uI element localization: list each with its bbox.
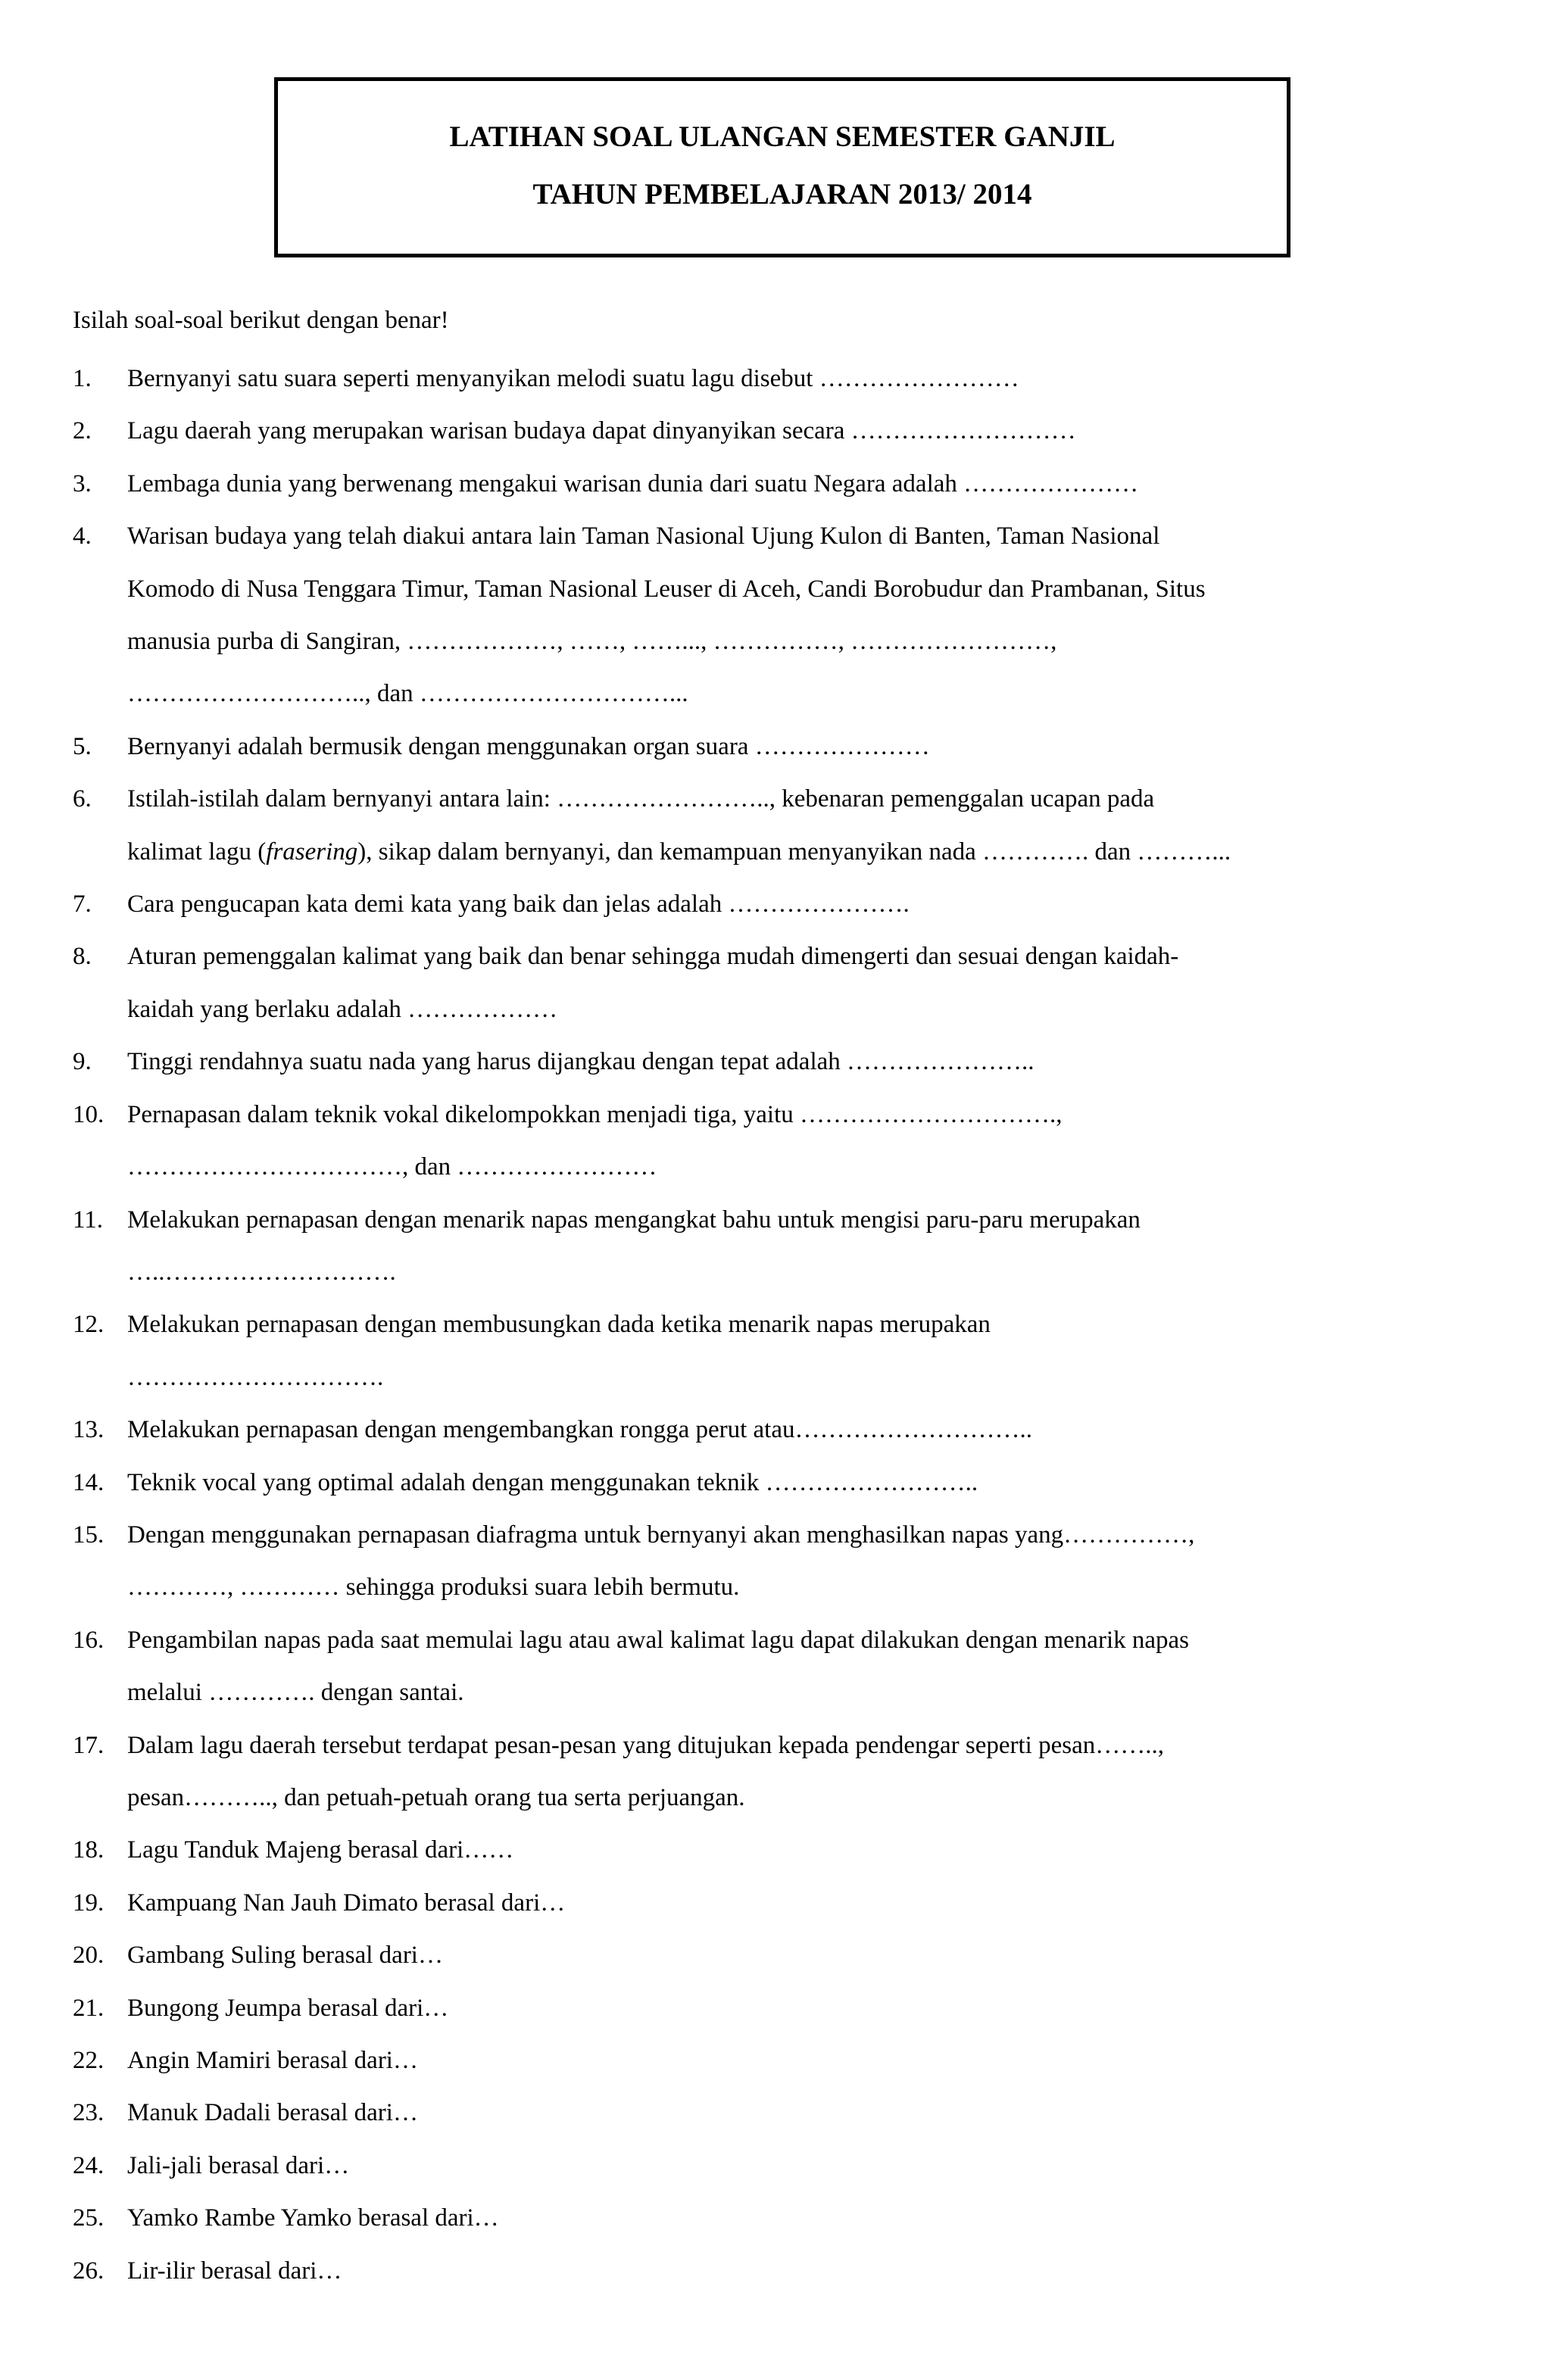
question-text-line: Teknik vocal yang optimal adalah dengan menggunakan teknik …………………….. [127, 1468, 978, 1496]
question-text-line: Melakukan pernapasan dengan mengembangkan rongga perut atau……………………….. [127, 1416, 1032, 1444]
title-box [274, 77, 1290, 257]
question-number: 24. [73, 2151, 105, 2179]
question-number: 9. [73, 1048, 92, 1076]
question-item [73, 721, 1481, 773]
question-item [73, 1194, 1481, 1299]
question-number: 18. [73, 1836, 105, 1864]
question-text-line: ……………………….., dan …………………………... [127, 680, 688, 708]
question-number: 26. [73, 2257, 105, 2285]
question-item [73, 1404, 1481, 1456]
question-text-line: Komodo di Nusa Tenggara Timur, Taman Nasional Leuser di Aceh, Candi Borobudur dan Prambanan, Situs [127, 575, 1206, 603]
question-number: 12. [73, 1311, 105, 1339]
question-item [73, 931, 1481, 1036]
document-title: LATIHAN SOAL ULANGAN SEMESTER GANJIL [449, 120, 1116, 153]
question-text-line: …………………………. [127, 1363, 384, 1391]
question-item [73, 2192, 1481, 2244]
question-text-line: Jali-jali berasal dari… [127, 2151, 350, 2179]
question-text-line: Lembaga dunia yang berwenang mengakui warisan dunia dari suatu Negara adalah ………………… [127, 469, 1139, 498]
question-text-line: Bernyanyi adalah bermusik dengan menggunakan organ suara ………………… [127, 732, 930, 760]
question-item [73, 878, 1481, 931]
question-number: 4. [73, 522, 92, 551]
question-text-line: ……………………………, dan …………………… [127, 1153, 657, 1181]
question-number: 2. [73, 417, 92, 445]
question-text-line: pesan……….., dan petuah-petuah orang tua serta perjuangan. [127, 1783, 745, 1811]
question-number: 15. [73, 1521, 105, 1549]
question-text-line: Pernapasan dalam teknik vokal dikelompokkan menjadi tiga, yaitu …………………………., [127, 1100, 1063, 1128]
question-text-line: Lir-ilir berasal dari… [127, 2257, 342, 2285]
question-number: 25. [73, 2204, 105, 2232]
question-text-line: Pengambilan napas pada saat memulai lagu atau awal kalimat lagu dapat dilakukan dengan menarik napas [127, 1626, 1190, 1654]
question-item [73, 2140, 1481, 2192]
question-item [73, 1089, 1481, 1194]
document-subtitle: TAHUN PEMBELAJARAN 2013/ 2014 [532, 178, 1032, 211]
question-number: 20. [73, 1942, 105, 1970]
question-item [73, 2245, 1481, 2297]
instruction-text: Isilah soal-soal berikut dengan benar! [73, 307, 449, 334]
question-text-line: Bernyanyi satu suara seperti menyanyikan melodi suatu lagu disebut …………………… [127, 365, 1019, 392]
question-item [73, 1614, 1481, 1720]
question-number: 21. [73, 1994, 105, 2022]
question-number: 23. [73, 2099, 105, 2127]
question-item [73, 2035, 1481, 2087]
question-text-line: Warisan budaya yang telah diakui antara lain Taman Nasional Ujung Kulon di Banten, Taman Nasional [127, 522, 1160, 551]
question-text-line: melalui …………. dengan santai. [127, 1679, 464, 1707]
question-text-line: Manuk Dadali berasal dari… [127, 2099, 418, 2127]
question-number: 5. [73, 732, 92, 760]
question-text-line: manusia purba di Sangiran, ………………, ……, ……..., ……………, ……………………, [127, 628, 1057, 656]
question-item [73, 353, 1481, 405]
question-item [73, 458, 1481, 510]
question-number: 11. [73, 1206, 104, 1234]
question-text-line: Aturan pemenggalan kalimat yang baik dan benar sehingga mudah dimengerti dan sesuai dengan kaidah- [127, 943, 1179, 971]
question-number: 10. [73, 1100, 105, 1128]
question-item [73, 1457, 1481, 1509]
question-number: 6. [73, 785, 92, 813]
question-number: 22. [73, 2047, 105, 2074]
question-text-line: Istilah-istilah dalam bernyanyi antara lain: …………………….., kebenaran pemenggalan ucapan pada [127, 785, 1155, 813]
question-text-line: …..………………………. [127, 1258, 396, 1286]
question-text-line: Angin Mamiri berasal dari… [127, 2047, 418, 2074]
question-text-line: Melakukan pernapasan dengan menarik napas mengangkat bahu untuk mengisi paru-paru merupakan [127, 1206, 1141, 1234]
question-text-line: Cara pengucapan kata demi kata yang baik dan jelas adalah …………………. [127, 891, 910, 919]
question-number: 1. [73, 365, 92, 392]
question-item [73, 1036, 1481, 1088]
question-text-line: Tinggi rendahnya suatu nada yang harus dijangkau dengan tepat adalah ………………….. [127, 1048, 1035, 1076]
question-list [73, 353, 1481, 2297]
question-text-line: Lagu daerah yang merupakan warisan budaya dapat dinyanyikan secara ……………………… [127, 417, 1076, 445]
question-item [73, 1299, 1481, 1404]
question-number: 19. [73, 1889, 105, 1917]
italic-term: frasering [266, 838, 358, 866]
question-number: 7. [73, 891, 92, 919]
question-number: 13. [73, 1416, 105, 1444]
question-item [73, 1877, 1481, 1929]
question-text-line: …………, ………… sehingga produksi suara lebih bermutu. [127, 1574, 740, 1602]
question-text-line: Lagu Tanduk Majeng berasal dari…… [127, 1836, 514, 1864]
question-text-line: Dengan menggunakan pernapasan diafragma untuk bernyanyi akan menghasilkan napas yang……………, [127, 1521, 1195, 1549]
question-number: 16. [73, 1626, 105, 1654]
question-text-line: Melakukan pernapasan dengan membusungkan dada ketika menarik napas merupakan [127, 1311, 991, 1339]
question-text-line: kalimat lagu (frasering), sikap dalam bernyanyi, dan kemampuan menyanyikan nada …………. dan ………... [127, 838, 1231, 866]
question-text-line: Dalam lagu daerah tersebut terdapat pesan-pesan yang ditujukan kepada pendengar seperti pesan…….., [127, 1731, 1164, 1759]
question-number: 3. [73, 469, 92, 498]
question-item [73, 1982, 1481, 2035]
question-item [73, 1929, 1481, 1982]
question-number: 8. [73, 943, 92, 971]
question-item [73, 2087, 1481, 2139]
question-number: 14. [73, 1468, 105, 1496]
question-text-line: Bungong Jeumpa berasal dari… [127, 1994, 449, 2022]
question-item [73, 510, 1481, 721]
question-text-line: Gambang Suling berasal dari… [127, 1942, 443, 1970]
question-item [73, 1720, 1481, 1825]
question-number: 17. [73, 1731, 105, 1759]
question-text-line: kaidah yang berlaku adalah ……………… [127, 995, 558, 1023]
question-text-line: Kampuang Nan Jauh Dimato berasal dari… [127, 1889, 566, 1917]
question-item [73, 773, 1481, 878]
question-item [73, 1509, 1481, 1614]
question-item [73, 405, 1481, 457]
question-item [73, 1824, 1481, 1876]
question-text-line: Yamko Rambe Yamko berasal dari… [127, 2204, 499, 2232]
